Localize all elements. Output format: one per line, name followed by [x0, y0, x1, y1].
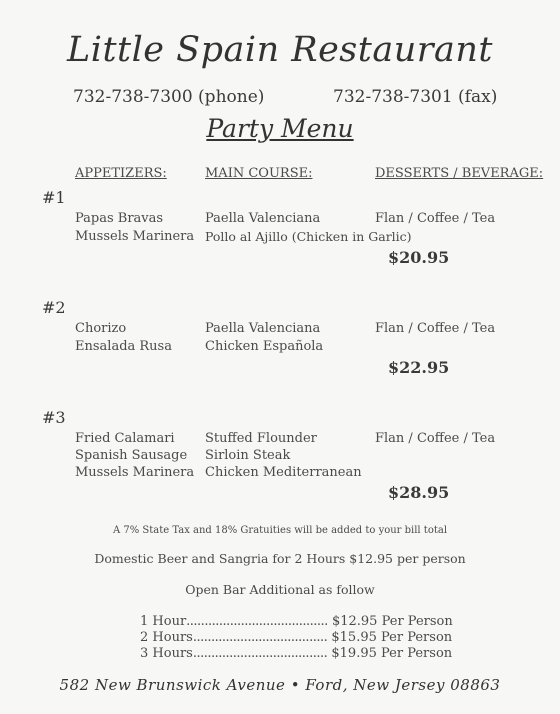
menu-number: #3 [42, 408, 66, 427]
main-course-item: Paella Valenciana [205, 211, 321, 226]
appetizer-item: Papas Bravas [75, 211, 164, 226]
dessert-item: Flan / Coffee / Tea [375, 431, 496, 446]
main-course-item: Paella Valenciana [205, 321, 321, 336]
main-course-item: Chicken Mediterranean [205, 465, 362, 480]
address-footer: 582 New Brunswick Avenue • Ford, New Jersey 08863 [59, 676, 501, 694]
menu-price: $28.95 [388, 483, 450, 502]
rate-dots: ..................................... [192, 646, 328, 661]
column-header-appetizers: APPETIZERS: [75, 166, 167, 181]
phone-number: 732-738-7300 (phone) [73, 87, 265, 107]
main-course-item: Pollo al Ajillo (Chicken in Garlic) [205, 229, 412, 244]
rate-dots: ....................................... [186, 614, 328, 629]
open-bar-rate-row [140, 646, 452, 662]
open-bar-note: Open Bar Additional as follow [185, 582, 375, 597]
appetizer-item: Mussels Marinera [75, 229, 195, 244]
dessert-item: Flan / Coffee / Tea [375, 321, 496, 336]
rate-price: $15.95 Per Person [331, 630, 453, 645]
open-bar-rate-row [140, 614, 453, 630]
appetizer-item: Mussels Marinera [75, 465, 195, 480]
fax-number: 732-738-7301 (fax) [333, 87, 498, 107]
tax-note: A 7% State Tax and 18% Gratuities will be added to your bill total [112, 525, 448, 536]
beer-note: Domestic Beer and Sangria for 2 Hours $12.95 per person [94, 551, 466, 566]
appetizer-item: Ensalada Rusa [75, 339, 172, 354]
main-course-item: Chicken Española [205, 339, 324, 354]
restaurant-name: Little Spain Restaurant [67, 30, 493, 70]
appetizer-item: Spanish Sausage [75, 448, 188, 463]
rate-price: $12.95 Per Person [331, 614, 453, 629]
column-header-main-course: MAIN COURSE: [205, 166, 313, 181]
menu-title: Party Menu [206, 114, 354, 143]
appetizer-item: Chorizo [75, 321, 127, 336]
column-header-desserts: DESSERTS / BEVERAGE: [375, 166, 544, 181]
appetizer-item: Fried Calamari [75, 431, 175, 446]
dessert-item: Flan / Coffee / Tea [375, 211, 496, 226]
menu-price: $22.95 [388, 358, 450, 377]
menu-number: #1 [42, 188, 66, 207]
menu-price: $20.95 [388, 248, 450, 267]
rate-duration: 1 Hour [140, 614, 187, 629]
main-course-item: Sirloin Steak [205, 448, 291, 463]
rate-price: $19.95 Per Person [331, 646, 453, 661]
rate-dots: ..................................... [192, 630, 328, 645]
rate-duration: 3 Hours [140, 646, 193, 661]
open-bar-rate-row [140, 630, 452, 646]
menu-number: #2 [42, 298, 66, 317]
main-course-item: Stuffed Flounder [205, 431, 317, 446]
rate-duration: 2 Hours [140, 630, 193, 645]
